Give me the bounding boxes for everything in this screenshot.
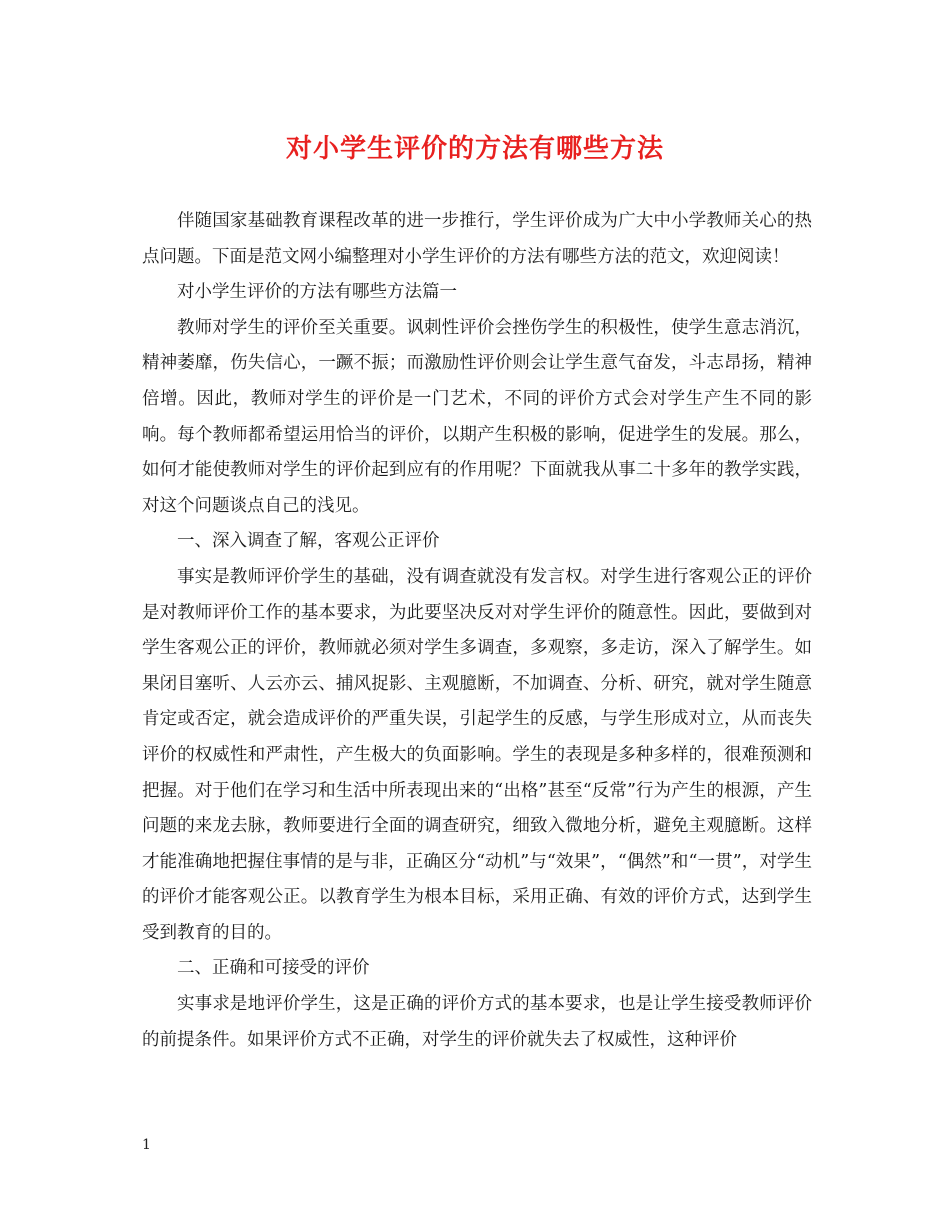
page-number: 1 <box>142 1137 151 1153</box>
document-body <box>142 204 812 1058</box>
section-heading-part-one: 对小学生评价的方法有哪些方法篇一 <box>177 282 457 303</box>
section-heading-one: 一、深入调查了解，客观公正评价 <box>177 531 440 552</box>
document-title: 对小学生评价的方法有哪些方法 <box>285 134 664 164</box>
body-paragraph: 事实是教师评价学生的基础，没有调查就没有发言权。对学生进行客观公正的评价是对教师评价工作的基本要求，为此要坚决反对对学生评价的随意性。因此，要做到对学生客观公正的评价，教师就必须对学生多调查，多观察，多走访，深入了解学生。如果闭目塞听、人云亦云、捕风捉影、主观臆断，不加调查、分析、研究，就对学生随意肯定或否定，就会造成评价的严重失误，引起学生的反感，与学生形成对立，从而丧失评价的权威性和严肃性，产生极大的负面影响。学生的表现是多种多样的，很难预测和把握。对于他们在学习和生活中所表现出来的“出格”甚至“反常”行为产生的根源，产生问题的来龙去脉，教师要进行全面的调查研究，细致入微地分析，避免主观臆断。这样才能准确地把握住事情的是与非，正确区分“动机”与“效果”，“偶然”和“一贯”，对学生的评价才能客观公正。以教育学生为根本目标，采用正确、有效的评价方式，达到学生受到教育的目的。 <box>142 566 812 943</box>
body-paragraph: 实事求是地评价学生，这是正确的评价方式的基本要求，也是让学生接受教师评价的前提条件。如果评价方式不正确，对学生的评价就失去了权威性，这种评价 <box>142 994 812 1050</box>
intro-paragraph: 伴随国家基础教育课程改革的进一步推行，学生评价成为广大中小学教师关心的热点问题。下面是范文网小编整理对小学生评价的方法有哪些方法的范文，欢迎阅读！ <box>142 211 812 267</box>
section-heading-two: 二、正确和可接受的评价 <box>177 958 370 979</box>
body-paragraph: 教师对学生的评价至关重要。讽刺性评价会挫伤学生的积极性，使学生意志消沉，精神萎靡，伤失信心，一蹶不振；而激励性评价则会让学生意气奋发，斗志昂扬，精神倍增。因此，教师对学生的评价是一门艺术，不同的评价方式会对学生产生不同的影响。每个教师都希望运用恰当的评价，以期产生积极的影响，促进学生的发展。那么，如何才能使教师对学生的评价起到应有的作用呢？下面就我从事二十多年的教学实践，对这个问题谈点自己的浅见。 <box>142 317 812 516</box>
